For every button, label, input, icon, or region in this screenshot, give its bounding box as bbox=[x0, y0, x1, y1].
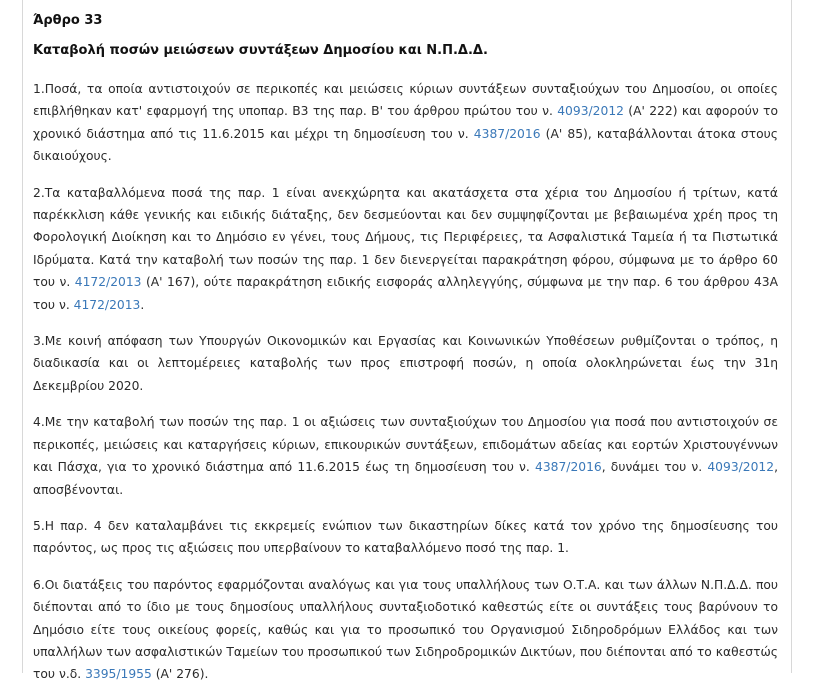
law-link[interactable]: 4387/2016 bbox=[473, 126, 541, 141]
article-title: Καταβολή ποσών μειώσεων συντάξεων Δημοσίου και Ν.Π.Δ.Δ. bbox=[33, 43, 488, 58]
paragraph-text: (Α' 276). bbox=[151, 667, 209, 682]
paragraph-text: 2.Τα καταβαλλόμενα ποσά της παρ. 1 είναι ανεκχώρητα και ακατάσχετα στα χέρια του Δημοσίου ή τρίτων, κατά παρέκκλιση κάθε γενικής και ειδικής διάταξης, δεν δεσμεύονται και δεν συμψηφίζονται με βεβαιωμένα χρέη προς τη Φορολογική Διοίκηση και το Δημόσιο εν γένει, τους Δήμους, τις Περιφέρειες, τα Ασφαλιστικά Ταμεία ή τα Πιστωτικά Ιδρύματα. Κατά την καταβολή των ποσών της παρ. 1 δεν διενεργείται παρακράτηση φόρου, σύμφωνα με το άρθρο 60 του ν. bbox=[33, 185, 778, 290]
paragraph-text: 4.Με την καταβολή των ποσών της παρ. 1 οι αξιώσεις των συνταξιούχων του Δημοσίου για ποσά που αντιστοιχούν σε περικοπές, μειώσεις και καταργήσεις κύριων, επικουρικών συντάξεων, επιδομάτων αδείας και εορτών Χριστουγέννων και Πάσχα, για το χρονικό διάστημα από 11.6.2015 έως τη δημοσίευση του ν. bbox=[33, 415, 778, 475]
paragraph-text: 5.Η παρ. 4 δεν καταλαμβάνει τις εκκρεμείς ενώπιον των δικαστηρίων δίκες κατά τον χρόνο της δημοσίευσης του παρόντος, ως προς τις αξιώσεις που υπερβαίνουν το καταβαλλόμενο ποσό της παρ. 1. bbox=[33, 518, 778, 556]
law-link[interactable]: 4093/2012 bbox=[707, 460, 775, 475]
paragraph-5 bbox=[33, 515, 778, 560]
paragraph-3 bbox=[33, 330, 778, 397]
law-link[interactable]: 4172/2013 bbox=[74, 275, 142, 290]
paragraph-text: (Α' 222) και αφορούν το χρονικό διάστημα από τις 11.6.2015 και μέχρι τη δημοσίευση του ν. bbox=[33, 104, 778, 141]
paragraph-text: , αποσβένονται. bbox=[33, 460, 778, 497]
paragraph-text: 6.Οι διατάξεις του παρόντος εφαρμόζονται αναλόγως και για τους υπαλλήλους των Ο.Τ.Α. και των άλλων Ν.Π.Δ.Δ. που διέπονται από το ίδιο με τους δημοσίους υπαλλήλους συνταξιοδοτικό καθεστώς είτε οι συντάξεις τους βαρύνουν το Δημόσιο είτε τους οικείους φορείς, καθώς και για το προσωπικό του Οργανισμού Σιδηροδρόμων Ελλάδος και των υπαλλήλων των ασφαλιστικών Ταμείων του προσωπικού των Σιδηροδρομικών Δικτύων, που διέπονται από το καθεστώς του ν.δ. bbox=[33, 577, 778, 682]
paragraph-4 bbox=[33, 411, 778, 501]
paragraph-2 bbox=[33, 182, 778, 316]
article-body bbox=[33, 78, 778, 686]
paragraph-text: , δυνάμει του ν. bbox=[601, 460, 708, 475]
law-link[interactable]: 4093/2012 bbox=[557, 104, 624, 119]
paragraph-text: (Α' 167), ούτε παρακράτηση ειδικής εισφοράς αλληλεγγύης, σύμφωνα με την παρ. 6 του άρθρου 43Α του ν. bbox=[33, 275, 778, 312]
paragraph-6 bbox=[33, 574, 778, 686]
paragraph-text: . bbox=[140, 297, 145, 312]
article-number: Άρθρο 33 bbox=[33, 13, 103, 28]
paragraph-text: 3.Με κοινή απόφαση των Υπουργών Οικονομικών και Εργασίας και Κοινωνικών Υποθέσεων ρυθμίζονται ο τρόπος, η διαδικασία και οι λεπτομέρειες καταβολής των προς επιστροφή ποσών, η οποία ολοκληρώνεται έως την 31η Δεκεμβρίου 2020. bbox=[33, 334, 778, 393]
paragraph-1 bbox=[33, 78, 778, 168]
paragraph-text: 1.Ποσά, τα οποία αντιστοιχούν σε περικοπές και μειώσεις κύριων συντάξεων συνταξιούχων του Δημοσίου, οι οποίες επιβλήθηκαν κατ' εφαρμογή της υποπαρ. Β3 της παρ. Β' του άρθρου πρώτου του ν. bbox=[33, 82, 778, 119]
law-link[interactable]: 3395/1955 bbox=[85, 667, 152, 682]
law-link[interactable]: 4172/2013 bbox=[73, 297, 141, 312]
law-link[interactable]: 4387/2016 bbox=[535, 460, 602, 475]
article-content bbox=[33, 12, 778, 700]
paragraph-text: (Α' 85), καταβάλλονται άτοκα στους δικαιούχους. bbox=[33, 126, 778, 164]
